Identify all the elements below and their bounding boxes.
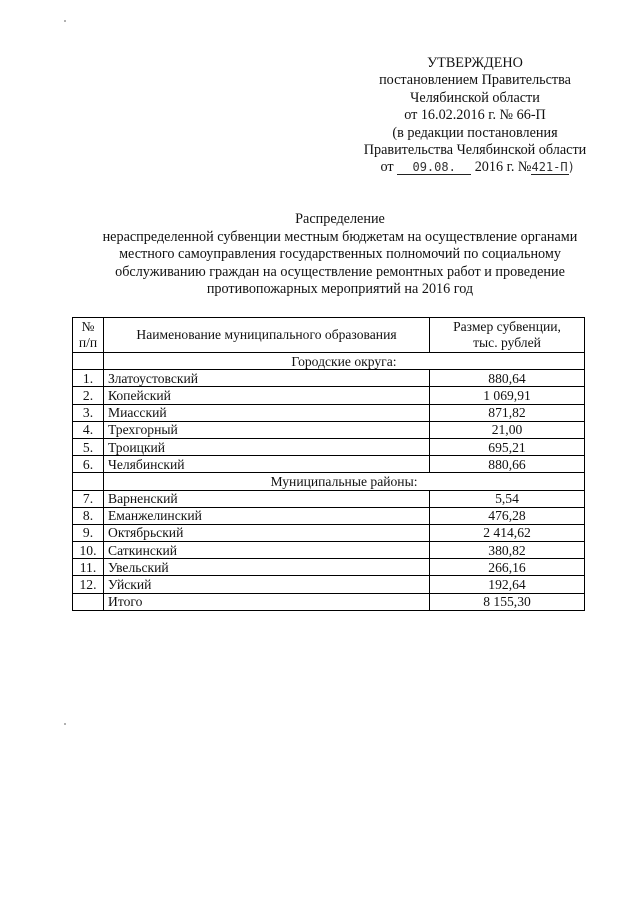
table-row — [73, 370, 585, 387]
scan-speck — [64, 20, 66, 22]
row-num: 8. — [73, 507, 104, 524]
table-row — [73, 404, 585, 421]
row-value: 5,54 — [430, 490, 585, 507]
row-value: 476,28 — [430, 507, 585, 524]
header-num-line-2: п/п — [78, 335, 98, 350]
approval-line-2: Челябинской области — [410, 89, 540, 106]
group-num-cell — [73, 473, 104, 490]
table-row — [73, 490, 585, 507]
title-line-5: противопожарных мероприятий на 2016 год — [206, 281, 474, 298]
row-value: 192,64 — [430, 576, 585, 593]
row-value: 266,16 — [430, 559, 585, 576]
row-name: Челябинский — [104, 456, 430, 473]
table-row — [73, 387, 585, 404]
approval-date-line — [340, 159, 610, 176]
row-num: 9. — [73, 524, 104, 541]
date-handwritten: 09.08. — [412, 160, 456, 175]
row-num: 4. — [73, 421, 104, 438]
table-row — [73, 542, 585, 559]
header-amount — [430, 318, 585, 353]
row-name: Уйский — [104, 576, 430, 593]
total-label: Итого — [104, 593, 430, 610]
date-blank — [397, 161, 471, 175]
number-handwritten: 421-П) — [531, 160, 575, 175]
table-row — [73, 524, 585, 541]
date-prefix: от — [380, 159, 394, 176]
row-value: 380,82 — [430, 542, 585, 559]
row-num: 11. — [73, 559, 104, 576]
approval-line-1: постановлением Правительства — [379, 72, 571, 89]
approval-line-4: (в редакции постановления — [392, 124, 558, 141]
header-amount-line-2: тыс. рублей — [473, 335, 541, 350]
approval-line-3: от 16.02.2016 г. № 66-П — [404, 107, 546, 124]
document-title — [60, 211, 620, 299]
header-amount-line-1: Размер субвенции, — [453, 319, 561, 334]
table-row — [73, 456, 585, 473]
row-name: Варненский — [104, 490, 430, 507]
row-value: 2 414,62 — [430, 524, 585, 541]
header-name: Наименование муниципального образования — [104, 318, 430, 353]
distribution-table — [72, 317, 585, 611]
total-num-cell — [73, 593, 104, 610]
scan-speck — [64, 723, 66, 725]
row-value: 695,21 — [430, 438, 585, 455]
row-value: 1 069,91 — [430, 387, 585, 404]
table-row — [73, 559, 585, 576]
row-num: 6. — [73, 456, 104, 473]
row-name: Трехгорный — [104, 421, 430, 438]
row-name: Еманжелинский — [104, 507, 430, 524]
row-num: 3. — [73, 404, 104, 421]
row-name: Увельский — [104, 559, 430, 576]
title-line-4: обслуживанию граждан на осуществление ремонтных работ и проведение — [115, 263, 565, 280]
table-row — [73, 507, 585, 524]
table-row — [73, 438, 585, 455]
row-value: 880,66 — [430, 456, 585, 473]
table-row — [73, 421, 585, 438]
table-header-row — [73, 318, 585, 353]
header-num — [73, 318, 104, 353]
row-value: 871,82 — [430, 404, 585, 421]
table-row — [73, 576, 585, 593]
row-name: Копейский — [104, 387, 430, 404]
total-value: 8 155,30 — [430, 593, 585, 610]
row-num: 12. — [73, 576, 104, 593]
row-num: 7. — [73, 490, 104, 507]
date-middle: 2016 г. № — [474, 159, 532, 176]
title-line-3: местного самоуправления государственных полномочий по социальному — [119, 246, 561, 263]
row-name: Саткинский — [104, 542, 430, 559]
group-row — [73, 353, 585, 370]
group-row — [73, 473, 585, 490]
title-line-1: Распределение — [295, 211, 385, 227]
row-value: 21,00 — [430, 421, 585, 438]
row-value: 880,64 — [430, 370, 585, 387]
title-line-2: нераспределенной субвенции местным бюджетам на осуществление органами — [102, 228, 578, 245]
row-name: Октябрьский — [104, 524, 430, 541]
group-label: Муниципальные районы: — [104, 473, 585, 490]
approval-heading: УТВЕРЖДЕНО — [427, 55, 523, 71]
number-blank — [531, 160, 575, 175]
total-row — [73, 593, 585, 610]
row-num: 1. — [73, 370, 104, 387]
row-num: 10. — [73, 542, 104, 559]
row-name: Троицкий — [104, 438, 430, 455]
row-num: 2. — [73, 387, 104, 404]
row-name: Златоустовский — [104, 370, 430, 387]
header-num-line-1: № — [81, 319, 95, 334]
group-label: Городские округа: — [104, 353, 585, 370]
approval-line-5: Правительства Челябинской области — [363, 142, 587, 159]
group-num-cell — [73, 353, 104, 370]
row-name: Миасский — [104, 404, 430, 421]
approval-stamp — [340, 55, 610, 177]
row-num: 5. — [73, 438, 104, 455]
